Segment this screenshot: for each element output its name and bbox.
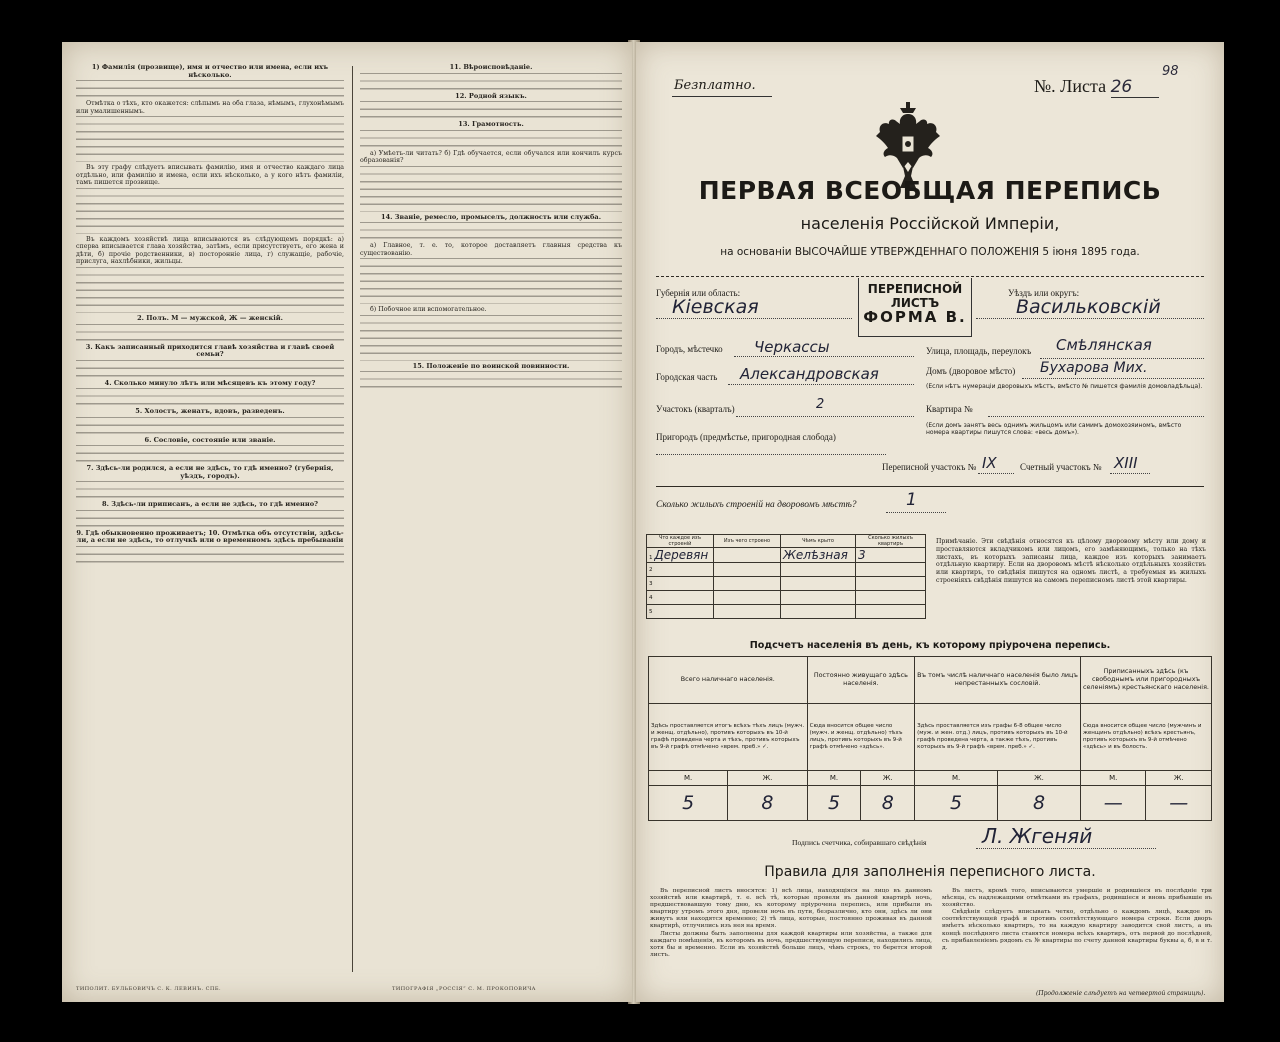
dwell-row (647, 563, 926, 577)
printer-imprint-left: ТИПОЛИТ. БУЛЬБОВИЧЪ С. К. ЛЕВИНЪ. СПБ. (76, 986, 222, 992)
dwellings-fill-line (886, 512, 946, 513)
print-texture (76, 267, 344, 313)
apartment-label: Квартира № (926, 404, 973, 414)
sheet-number (1034, 64, 1179, 98)
instruction-paragraph: а) Главное, т. е. то, которое доставляетъ главныя средства къ существованію. (360, 242, 622, 257)
census-subtitle: населенія Россійской Имперіи, (800, 214, 1060, 233)
instruction-heading: 3. Какъ записанный приходится главѣ хозяйства и главѣ своей семьи? (85, 342, 335, 359)
rules-column-left (650, 888, 932, 994)
sheet-number-value: 26 (1111, 77, 1159, 98)
census-legal-basis: на основаніи ВЫСОЧАЙШЕ УТВЕРЖДЕННАГО ПОЛОЖЕНІЯ 5 іюня 1895 года. (720, 246, 1140, 258)
county-label: Уѣздъ или округъ: (1008, 288, 1080, 298)
count-sex-female: Ж. (998, 771, 1081, 786)
street-fill-line (1040, 358, 1204, 359)
print-texture (76, 445, 344, 463)
instruction-heading: 1) Фамилія (прозвище), имя и отчество или имена, если ихъ нѣсколько. (91, 63, 329, 79)
dwell-row (647, 591, 926, 605)
instruction-heading: 4. Сколько минуло лѣтъ или мѣсяцевъ къ этому году? (104, 378, 316, 387)
apartment-fill-line (988, 416, 1204, 417)
house-value: Бухарова Мих. (1040, 360, 1148, 376)
count-present-female: 8 (728, 786, 807, 821)
dwell-row (647, 548, 926, 563)
enumerator-signature: Л. Жгеняй (982, 824, 1093, 848)
instruction-heading: 14. Званіе, ремесло, промыселъ, должность или служба. (381, 212, 601, 221)
dwellings-label: Сколько жилыхъ строеній на дворовомъ мѣстѣ? (656, 500, 857, 510)
county-fill-line (976, 318, 1204, 319)
census-area-value: IX (982, 454, 997, 472)
free-of-charge-label: Безплатно. (674, 78, 756, 93)
count-present-male: 5 (649, 786, 728, 821)
sheet-number-label: №. Листа (1034, 76, 1107, 96)
print-texture (76, 360, 344, 378)
rules-paragraph: Въ листъ, кромѣ того, вписываются умершіе и родившіеся въ послѣдніе три мѣсяца, съ надлежащими отмѣтками въ графахъ, родившіеся и вновь прибывшіе въ хозяйство. (942, 888, 1212, 909)
print-texture (360, 166, 622, 212)
instruction-heading: 12. Родной языкъ. (455, 91, 527, 100)
rules-title: Правила для заполненія переписного листа. (764, 864, 1096, 880)
print-texture (76, 116, 344, 162)
dwell-row-number: 2 (647, 563, 714, 577)
census-title: ПЕРВАЯ ВСЕОБЩАЯ ПЕРЕПИСЬ (698, 176, 1162, 205)
instruction-paragraph: б) Побочное или вспомогательное. (370, 306, 487, 314)
count-desc-non-tax-estates: Здѣсь проставляется изъ графы 6-8 общее число (муж. и жен. отд.) лицъ, противъ которыхъ въ 10-й графѣ проведена черта, а также тѣхъ, противъ которыхъ въ 9-й графѣ «врем. преб.» ✓. (915, 704, 1081, 771)
dwell-row-number: 1 (649, 555, 653, 561)
dwell-row-number: 5 (647, 605, 714, 619)
city-part-fill-line (728, 384, 914, 385)
instruction-heading: 9. Гдѣ обыкновенно проживаетъ; 10. Отмѣтка объ отсутствіи, здѣсь-ли, а если не здѣсь, то отлучкѣ или о временномъ здѣсь пребываніи (76, 528, 344, 545)
precinct-fill-line (736, 416, 914, 417)
house-fill-line (1022, 378, 1204, 379)
house-note: (Если нѣтъ нумераціи дворовыхъ мѣстъ, вмѣсто № пишется фамилія домовладѣльца). (926, 383, 1203, 390)
count-peasants-female: — (1146, 786, 1212, 821)
instruction-paragraph: Въ каждомъ хозяйствѣ лица вписываются въ слѣдующемъ порядкѣ: а) сперва вписывается глава хозяйства, затѣмъ, если присутствуетъ, его жена и дѣти, б) прочіе родственники, в) посторонніе лица, г) служащіе, рабочіе, прислуга, нахлѣбники, жильцы. (76, 235, 344, 266)
print-texture (360, 222, 622, 240)
count-sex-female: Ж. (861, 771, 915, 786)
enumerator-signature-label: Подпись счетчика, собиравшаго свѣдѣнія (792, 838, 927, 847)
dwell-row-number: 4 (647, 591, 714, 605)
instruction-heading: 6. Сословіе, состояніе или званіе. (144, 435, 276, 444)
print-texture (76, 388, 344, 406)
signature-fill-line (976, 848, 1156, 849)
county-value: Васильковскій (1016, 296, 1161, 318)
print-texture (360, 130, 622, 148)
form-title-form-b: ФОРМА В. (863, 308, 967, 326)
street-label: Улица, площадь, переулокъ (926, 346, 1032, 356)
city-part-label: Городская часть (656, 372, 718, 382)
dwellings-value: 1 (906, 490, 917, 510)
dwell-header-what: Что каждое изъ строеній (647, 535, 714, 548)
count-sex-male: М. (1080, 771, 1145, 786)
dwellings-top-rule (656, 486, 1204, 487)
dwellings-table (646, 534, 926, 619)
instruction-heading: 7. Здѣсь-ли родился, а если не здѣсь, то гдѣ именно? (губернія, уѣздъ, городъ). (86, 464, 334, 480)
print-texture (360, 315, 622, 361)
count-sex-male: М. (807, 771, 861, 786)
dwell-header-apartments: Сколько жилыхъ квартиръ (856, 535, 926, 548)
instruction-heading: 15. Положеніе по воинской повинности. (412, 361, 570, 370)
print-texture (360, 101, 622, 119)
count-header-present: Всего наличнаго населенія. (649, 657, 808, 704)
apartment-note: (Если домъ занятъ весь однимъ жильцомъ или самимъ домохозяиномъ, вмѣсто номера квартиры пишутся слова: «весь домъ»). (926, 422, 1182, 437)
dwell-header-material: Изъ чего строено (714, 535, 781, 548)
instruction-paragraph: а) Умѣетъ-ли читать? б) Гдѣ обучается, если обучался или кончилъ курсъ образованія? (360, 149, 622, 165)
rules-column-right (942, 888, 1212, 994)
dwell-row (647, 577, 926, 591)
dwell-row (647, 605, 926, 619)
population-count-table (648, 656, 1212, 821)
free-label-underline (672, 96, 772, 97)
province-value: Кіевская (672, 296, 759, 318)
instructions-column-left (76, 62, 344, 974)
census-form-page (636, 42, 1224, 1002)
left-page-instructions (62, 42, 632, 1002)
sheet-number-correction: 98 (1162, 64, 1179, 79)
province-label: Губернія или область: (656, 288, 741, 298)
dwell-material-value: Деревян (654, 548, 709, 562)
instruction-paragraph: Отмѣтка о тѣхъ, кто окажется: слѣпымъ на оба глаза, нѣмымъ, глухонѣмымъ или умалишеннымъ. (76, 100, 344, 115)
rules-continuation-note: (Продолженіе слѣдуетъ на четвертой страницѣ). (1036, 990, 1206, 997)
dwell-apartments-value: 3 (858, 548, 866, 562)
count-sex-female: Ж. (1146, 771, 1212, 786)
dwell-row-number: 3 (647, 577, 714, 591)
printer-imprint-middle: ТИПОГРАФІЯ „РОССІЯ” С. М. ПРОКОПОВИЧА (392, 986, 536, 992)
dwellings-note: Примѣчаніе. Эти свѣдѣнія относятся къ цѣлому дворовому мѣсту или дому и проставляются вкладчикомъ или лицомъ, его замѣняющимъ, только на тѣхъ листахъ, въ которыхъ записаны лица, каждое изъ которыхъ занимаетъ отдѣльную квартиру. Если на дворовомъ мѣстѣ нѣсколько отдѣльныхъ хозяйствъ или квартиръ, то свѣдѣнія пишутся на одномъ листѣ, а требуемыя въ жилыхъ строеніяхъ свѣдѣнія пишутся на самомъ переписномъ листѣ этой квартиры. (936, 538, 1206, 584)
town-label: Городъ, мѣстечко (656, 344, 723, 354)
rules-paragraph: Листы должны быть заполнены для каждой квартиры или хозяйства, а также для каждаго помѣщенія, въ которомъ въ ночь, предшествующую переписи, находились лица, хотя бы и временно. Если въ хозяйствѣ больше лицъ, чѣмъ строкъ, то берется второй листъ. (650, 930, 932, 958)
print-texture (76, 546, 344, 564)
dwell-roof-value: Желѣзная (783, 548, 848, 562)
rules-paragraph: Свѣдѣнія слѣдуетъ вписывать четко, отдѣльно о каждомъ лицѣ, каждое въ соотвѣтствующей графѣ и противъ соотвѣтствующаго номера строки. Если дворъ имѣетъ нѣсколько квартиръ, то на каждую квартиру заводится свой листъ, а въ концѣ послѣдняго листа ставятся номера всѣхъ квартиръ, отъ первой до послѣдней, съ прибавленіемъ рядомъ съ № квартиры по счету данной квартиры буквы а, б, в и т. д. (942, 909, 1212, 951)
count-sex-male: М. (649, 771, 728, 786)
print-texture (76, 481, 344, 499)
count-sex-female: Ж. (728, 771, 807, 786)
instructions-column-right (360, 62, 622, 974)
instruction-paragraph: Въ эту графу слѣдуетъ вписывать фамилію, имя и отчество каждаго лица отдѣльно, или фамилію и имена, если ихъ нѣсколько, а у кого нѣтъ фамиліи, тамъ пишется прозвище. (76, 164, 344, 187)
house-label: Домъ (дворовое мѣсто) (926, 366, 1016, 376)
count-header-peasants: Приписанныхъ здѣсь (къ свободнымъ или пригородныхъ селеніямъ) крестьянскаго населенія. (1080, 657, 1211, 704)
count-non-tax-female: 8 (998, 786, 1081, 821)
print-texture (76, 510, 344, 528)
census-area-label: Переписной участокъ № (882, 462, 977, 472)
print-texture (76, 324, 344, 342)
column-divider (352, 66, 353, 972)
form-top-rule (656, 276, 1204, 277)
population-count-title: Подсчетъ населенія въ день, къ которому пріурочена перепись. (749, 640, 1111, 651)
count-permanent-female: 8 (861, 786, 915, 821)
count-desc-peasants: Сюда вносится общее число (мужчинъ и женщинъ отдѣльно) всѣхъ крестьянъ, противъ которыхъ въ 9-й отмѣчено «здѣсь» и въ болость. (1080, 704, 1211, 771)
instruction-heading: 11. Вѣроисповѣданіе. (449, 63, 533, 71)
count-header-non-tax-estates: Въ томъ числѣ наличнаго населенія было лицъ непрестанныхъ сословій. (915, 657, 1081, 704)
suburb-fill-line (656, 454, 886, 455)
count-permanent-male: 5 (807, 786, 861, 821)
count-sex-male: М. (915, 771, 998, 786)
print-texture (360, 73, 622, 91)
town-fill-line (734, 356, 914, 357)
instruction-heading: 2. Полъ. М — мужской, Ж — женскій. (137, 314, 283, 323)
count-desc-permanent: Сюда вносится общее число (мужч. и женщ. отдѣльно) тѣхъ лицъ, противъ которыхъ въ 9-й графѣ отмѣчено «здѣсь». (807, 704, 915, 771)
dwell-header-roof: Чѣмъ крыто (781, 535, 856, 548)
instruction-heading: 13. Грамотность. (458, 120, 524, 129)
print-texture (360, 371, 622, 389)
counting-area-label: Счетный участокъ № (1020, 462, 1102, 472)
count-header-permanent: Постоянно живущаго здѣсь населенія. (807, 657, 915, 704)
print-texture (76, 417, 344, 435)
precinct-label: Участокъ (кварталъ) (656, 404, 735, 414)
form-title-census-sheet: ПЕРЕПИСНОЙ ЛИСТЪ (867, 282, 963, 310)
count-peasants-male: — (1080, 786, 1145, 821)
instruction-heading: 8. Здѣсь-ли приписанъ, а если не здѣсь, то гдѣ именно? (102, 500, 318, 509)
count-desc-present: Здѣсь проставляется итогъ всѣхъ тѣхъ лицъ (мужч. и женщ. отдѣльно), противъ которыхъ въ 10-й графѣ проведена черта и тѣхъ, противъ которыхъ въ 9-й графѣ отмѣчено «врем. преб.» ✓. (649, 704, 808, 771)
rules-paragraph: Въ переписной листъ вносятся: 1) всѣ лица, находящіяся на лицо въ данномъ хозяйствѣ или квартирѣ, т. е. всѣ тѣ, которые провели въ данной квартирѣ ночь, предшествовавшую тому дню, къ которому пріурочена перепись, или прибыли въ квартиру утромъ этого дня, провели ночь въ пути, безразлично, кто они, здѣсь ли они живутъ или находятся временно; 2) тѣ лица, которые, постоянно проживая въ данной квартирѣ, отлучились изъ нея на время. (650, 888, 932, 930)
counting-area-fill-line (1110, 473, 1150, 474)
count-non-tax-male: 5 (915, 786, 998, 821)
street-value: Смѣлянская (1056, 336, 1152, 354)
precinct-value: 2 (816, 397, 825, 412)
province-fill-line (656, 318, 852, 319)
instruction-heading: 5. Холостъ, женатъ, вдовъ, разведенъ. (135, 407, 285, 416)
city-part-value: Александровская (740, 365, 879, 383)
census-area-fill-line (978, 473, 1014, 474)
town-value: Черкассы (754, 338, 830, 356)
print-texture (76, 188, 344, 234)
suburb-label: Пригородъ (предмѣстье, пригородная слобода) (656, 432, 836, 442)
print-texture (76, 80, 344, 98)
counting-area-value: XIII (1114, 454, 1138, 472)
print-texture (360, 258, 622, 304)
